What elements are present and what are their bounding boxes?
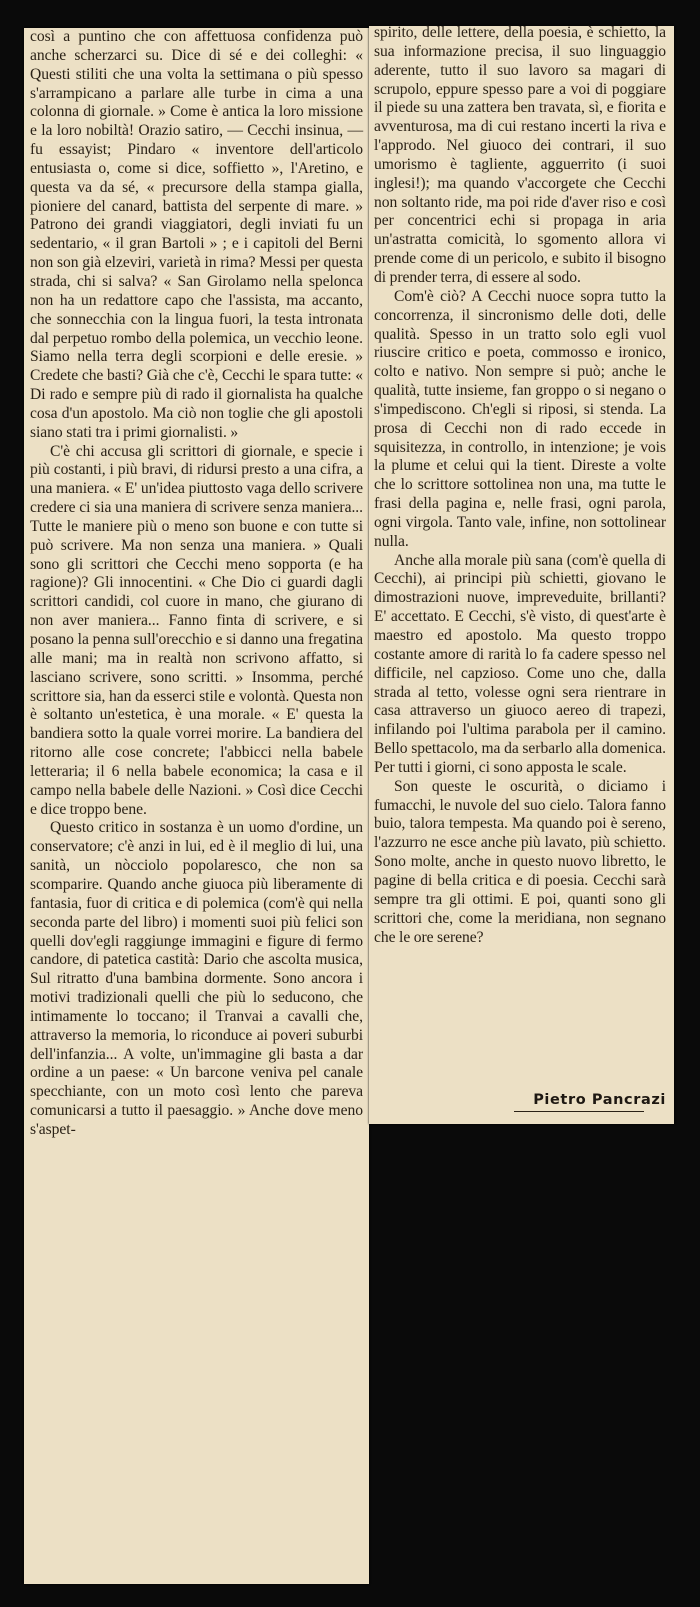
- newspaper-column-left: [24, 28, 369, 1584]
- signature-underline: [514, 1111, 644, 1112]
- newspaper-column-right: [369, 26, 674, 1124]
- paragraph: Son queste le oscurità, o diciamo i fumacchi, le nuvole del suo cielo. Talora fanno buio, talora tempesta. Ma quando poi è sereno, l'azzurro ne esce anche più lavato, più schietto. Sono molte, anche in questo nuovo libretto, le pagine di bella critica e di poesia. Cecchi sarà sempre tra gli ottimi. E poi, quanti sono gli scrittori che, come la meridiana, non segnano che le ore serene?: [374, 777, 666, 946]
- paragraph: C'è chi accusa gli scrittori di giornale, e specie i più costanti, i più bravi, di ridursi presto a una cifra, a una maniera. « E' un'idea piuttosto vaga dello scrivere credere ci sia una maniera di scrivere senza maniera... Tutte le maniere più o meno son buone e con tutte si può scrivere. Ma non senza una maniera. » Quali sono gli scrittori che Cecchi meno sopporta (e ha ragione)? Gli innocentini. « Che Dio ci guardi dagli scrittori candidi, col cuore in mano, che giurano di non aver maniera... Fanno finta di scrivere, e si posano la penna sull'orecchio e si danno una fregatina alle mani; ma in realtà non scrivono affatto, si lasciano scrivere, sono scritti. » Insomma, perché scrittore sia, han da esserci stile e volontà. Questa non è soltanto un'estetica, è una morale. « E' questa la bandiera sotto la quale vorrei morire. La bandiera del ritorno alle cose concrete; l'abbicci nella babele letteraria; il 6 nella babele economica; la casa e il campo nella babele delle Nazioni. » Così dice Cecchi e dice troppo bene.: [30, 442, 363, 818]
- paragraph: Questo critico in sostanza è un uomo d'ordine, un conservatore; c'è anzi in lui, ed è il meglio di lui, una sanità, un nòcciolo popolaresco, che non sa scomparire. Quando anche giuoca più liberamente di fantasia, fuor di critica e di polemica (com'è qui nella seconda parte del libro) i momenti suoi più felici son quelli dov'egli raggiunge immagini e figure di fermo candore, di patetica castità: Dario che ascolta musica, Sul ritratto d'una bambina dormente. Sono ancora i motivi tradizionali quelli che più lo seducono, che intimamente lo toccano; il Tranvai a cavalli che, attraverso la memoria, lo riconduce ai poveri suburbi dell'infanzia... A volte, un'immagine gli basta a dar ordine a un paese: « Un barcone veniva pel canale specchiante, con un moto così lento che pareva comunicarsi a tutto il paesaggio. » Anche dove meno s'aspet-: [30, 819, 363, 1138]
- article-text-right: [374, 24, 666, 947]
- paragraph: Com'è ciò? A Cecchi nuoce sopra tutto la concorrenza, il sincronismo delle doti, delle qualità. Spesso in un tratto solo egli vuol riuscire critico e poeta, commosso e ironico, colto e nativo. Non sempre si può; anche le qualità, tutte insieme, fan groppo o si negano o s'impediscono. Ch'egli si riposi, si stenda. La prosa di Cecchi non di rado eccede in squisitezza, in controllo, in intenzione; je vois la plume et celui qui la tient. Direste a volte che lo scrittore sottolinea non una, ma tutte le frasi della pagina e, nelle frasi, ogni parola, ogni virgola. Tanto vale, infine, non sottolinear nulla.: [374, 287, 666, 550]
- paragraph: così a puntino che con affettuosa confidenza può anche scherzarci su. Dice di sé e dei colleghi: « Questi stiliti che una volta la settimana o più spesso s'arrampicano a parlare alle turbe in cima a una colonna di giornale. » Come è antica la loro missione e la loro nobiltà! Orazio satiro, — Cecchi insinua, — fu essayist; Pindaro « inventore dell'articolo entusiasta o, come si dice, soffietto », l'Aretino, e questa va da sé, « precursore della stampa gialla, pioniere del canard, battista del serpente di mare. » Patrono dei grandi viaggiatori, degli inviati fu un sedentario, « il gran Bartoli » ; e i capitoli del Berni non son già elzeviri, varietà in rima? Messi per questa strada, chi si salva? « San Girolamo nella spelonca non ha un redattore capo che l'assista, ma accanto, che sonnecchia con la lingua fuori, la testa intronata dal perpetuo rombo della polemica, un vecchio leone. Siamo nella terra degli scorpioni e delle eresie. » Credete che basti? Già che c'è, Cecchi le spara tutte: « Di rado e sempre più di rado il giornalista ha qualche cosa d'un apostolo. Ma ciò non toglie che gli apostoli siano stati tra i primi giornalisti. »: [30, 28, 363, 441]
- paragraph: spirito, delle lettere, della poesia, è schietto, la sua informazione precisa, il suo linguaggio aderente, tutto il suo lavoro sa magari di scrupolo, eppure spesso pare a voi di poggiare il piede su una zattera ben travata, sì, e fiorita e avventurosa, ma di cui restano incerti la riva e l'approdo. Nel giuoco dei contrari, il suo umorismo è tagliente, agguerrito (i suoi inglesi!); ma quando v'accorgete che Cecchi non soltanto ride, ma poi ride d'aver riso e così per concentrici echi si propaga in aria un'astratta comicità, lo sgomento allora vi prende come di un pericolo, e subito il bisogno di prender terra, di essere al sodo.: [374, 24, 666, 286]
- article-text-left: [30, 28, 363, 1140]
- author-signature: Pietro Pancrazi: [533, 1092, 666, 1108]
- paragraph: Anche alla morale più sana (com'è quella di Cecchi), ai principi più schietti, giovano le dimostrazioni nuove, impreveduite, brillanti? E' accettato. E Cecchi, s'è visto, di quest'arte è maestro ed apostolo. Ma questo troppo costante amore di rarità lo fa cadere spesso nel difficile, nel capzioso. Come uno che, dalla strada al tetto, volesse ogni sera rientrare in casa attraverso un giuoco aereo di trapezi, infilando poi l'ultima parabola per il camino. Bello spettacolo, ma da serbarlo alla domenica. Per tutti i giorni, ci sono apposta le scale.: [374, 551, 666, 776]
